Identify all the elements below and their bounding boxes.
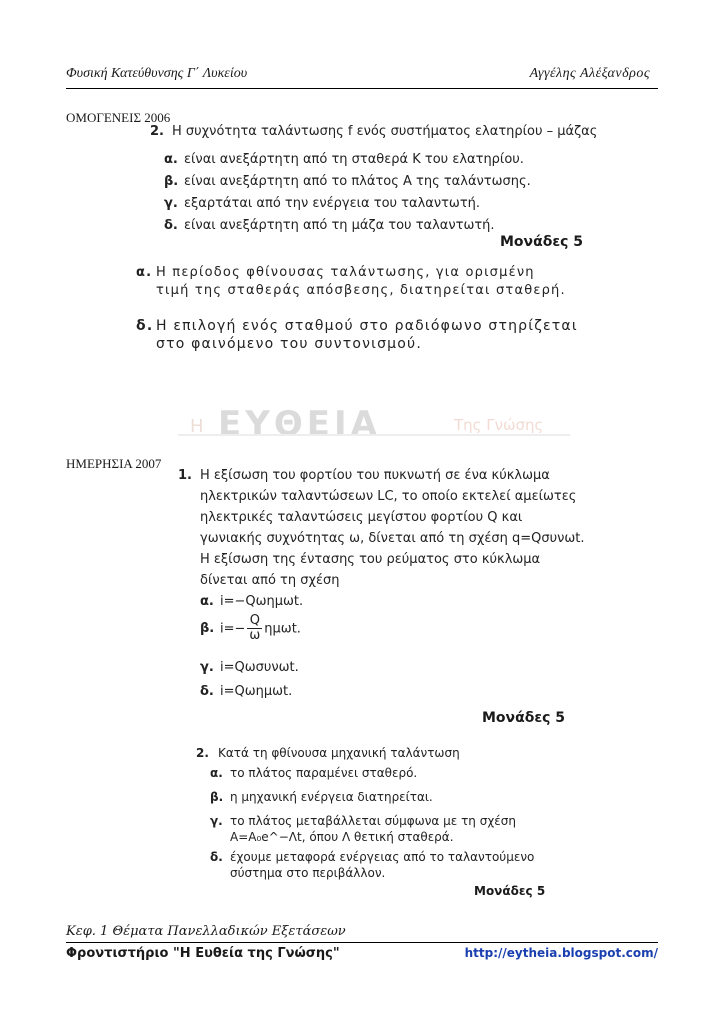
option-letter: δ. bbox=[164, 218, 178, 233]
question-number: 2. bbox=[150, 124, 164, 139]
option-text: έχουμε μεταφορά ενέργειας από το ταλαντούμενο bbox=[230, 850, 535, 864]
statement-line: Η περίοδος φθίνουσας ταλάντωσης, για ορισμένη bbox=[156, 265, 535, 280]
option-d bbox=[164, 218, 495, 233]
option-letter: γ. bbox=[164, 196, 178, 211]
statement-letter: α. bbox=[136, 265, 153, 280]
fraction bbox=[247, 614, 262, 644]
option-text: i=−Qωημωt. bbox=[220, 594, 304, 609]
option-text: i=Qωσυνωt. bbox=[220, 660, 299, 675]
option-pre: i=− bbox=[220, 621, 246, 637]
question-line: δίνεται από τη σχέση bbox=[200, 573, 340, 588]
marks-label: Μονάδες 5 bbox=[474, 884, 546, 898]
question-text: Η συχνότητα ταλάντωσης f ενός συστήματος ελατηρίου – μάζας bbox=[172, 124, 598, 139]
option-letter: β. bbox=[164, 174, 179, 189]
option-text: i=Qωημωt. bbox=[220, 684, 293, 699]
option-post: ημωt. bbox=[264, 621, 301, 637]
option-c bbox=[200, 660, 299, 675]
logo-h: Η bbox=[190, 416, 204, 437]
option-d bbox=[200, 684, 292, 699]
question-number: 1. bbox=[178, 468, 192, 483]
logo-wordmark: ΕΥΘΕΙΑ bbox=[218, 404, 381, 444]
option-text: το πλάτος μεταβάλλεται σύμφωνα με τη σχέση bbox=[230, 814, 516, 828]
option-text: είναι ανεξάρτητη από τη μάζα του ταλαντωτή. bbox=[184, 218, 495, 233]
question-line: ηλεκτρικών ταλαντώσεων LC, το οποίο εκτελεί αμείωτες bbox=[200, 489, 577, 504]
question-line: ηλεκτρικές ταλαντώσεις μεγίστου φορτίου Q και bbox=[200, 510, 523, 525]
option-letter: α. bbox=[164, 152, 178, 167]
option-c bbox=[210, 814, 516, 828]
fraction-numerator: Q bbox=[247, 614, 262, 629]
option-letter: γ. bbox=[200, 660, 214, 675]
option-text: είναι ανεξάρτητη από το πλάτος A της ταλάντωσης. bbox=[184, 174, 531, 189]
question-line: Η εξίσωση του φορτίου του πυκνωτή σε ένα κύκλωμα bbox=[200, 468, 550, 483]
option-a bbox=[164, 152, 524, 167]
option-b bbox=[164, 174, 531, 189]
option-d-continuation bbox=[230, 866, 385, 880]
eytheia-logo bbox=[178, 402, 570, 444]
option-a bbox=[210, 766, 417, 780]
option-b bbox=[200, 614, 301, 644]
question-stem bbox=[150, 124, 597, 139]
option-d bbox=[210, 850, 534, 864]
statement-letter: δ. bbox=[136, 318, 154, 334]
option-letter: δ. bbox=[200, 684, 214, 699]
page-header bbox=[66, 66, 658, 89]
option-c bbox=[164, 196, 480, 211]
statement-line: Η επιλογή ενός σταθμού στο ραδιόφωνο στηρίζεται bbox=[156, 318, 578, 334]
footer-school: Φροντιστήριο "Η Ευθεία της Γνώσης" bbox=[66, 946, 340, 961]
footer-chapter-line bbox=[66, 922, 658, 943]
option-letter: γ. bbox=[210, 814, 223, 828]
section-label-imerisia: ΗΜΕΡΗΣΙΑ 2007 bbox=[66, 456, 162, 471]
option-c-continuation bbox=[230, 830, 454, 844]
section-label-omogeneis: ΟΜΟΓΕΝΕΙΣ 2006 bbox=[66, 110, 171, 125]
option-text: η μηχανική ενέργεια διατηρείται. bbox=[230, 790, 433, 804]
header-author: Αγγέλης Αλέξανδρος bbox=[529, 66, 650, 81]
logo-underline bbox=[178, 434, 570, 436]
question-number: 2. bbox=[196, 746, 209, 760]
option-text: είναι ανεξάρτητη από τη σταθερά K του ελατηρίου. bbox=[184, 152, 524, 167]
option-text: εξαρτάται από την ενέργεια του ταλαντωτή. bbox=[184, 196, 481, 211]
option-text: σύστημα στο περιβάλλον. bbox=[230, 866, 386, 880]
option-letter: δ. bbox=[210, 850, 223, 864]
question-text: Κατά τη φθίνουσα μηχανική ταλάντωση bbox=[218, 746, 460, 760]
option-b bbox=[210, 790, 433, 804]
option-letter: α. bbox=[210, 766, 223, 780]
marks-label: Μονάδες 5 bbox=[500, 234, 584, 250]
fraction-denominator: ω bbox=[249, 628, 261, 644]
option-text: το πλάτος παραμένει σταθερό. bbox=[230, 766, 418, 780]
question-line: γωνιακής συχνότητας ω, δίνεται από τη σχέση q=Qσυνωt. bbox=[200, 531, 585, 546]
footer-url-link[interactable]: http://eytheia.blogspot.com/ bbox=[464, 946, 658, 960]
statement-line: τιμή της σταθεράς απόσβεσης, διατηρείται σταθερή. bbox=[156, 283, 566, 298]
option-letter: β. bbox=[200, 621, 215, 637]
statement-line: στο φαινόμενο του συντονισμού. bbox=[156, 336, 423, 352]
option-letter: α. bbox=[200, 594, 214, 609]
logo-tagline: Της Γνώσης bbox=[454, 416, 544, 434]
question-line: Η εξίσωση της έντασης του ρεύματος στο κύκλωμα bbox=[200, 552, 541, 567]
marks-label: Μονάδες 5 bbox=[482, 710, 566, 726]
option-text: A=A₀e^−Λt, όπου Λ θετική σταθερά. bbox=[230, 830, 454, 844]
footer-chapter: Κεφ. 1 Θέματα Πανελλαδικών Εξετάσεων bbox=[66, 924, 346, 939]
option-letter: β. bbox=[210, 790, 224, 804]
header-subject: Φυσική Κατεύθυνσης Γ΄ Λυκείου bbox=[66, 66, 248, 81]
option-a bbox=[200, 594, 303, 609]
